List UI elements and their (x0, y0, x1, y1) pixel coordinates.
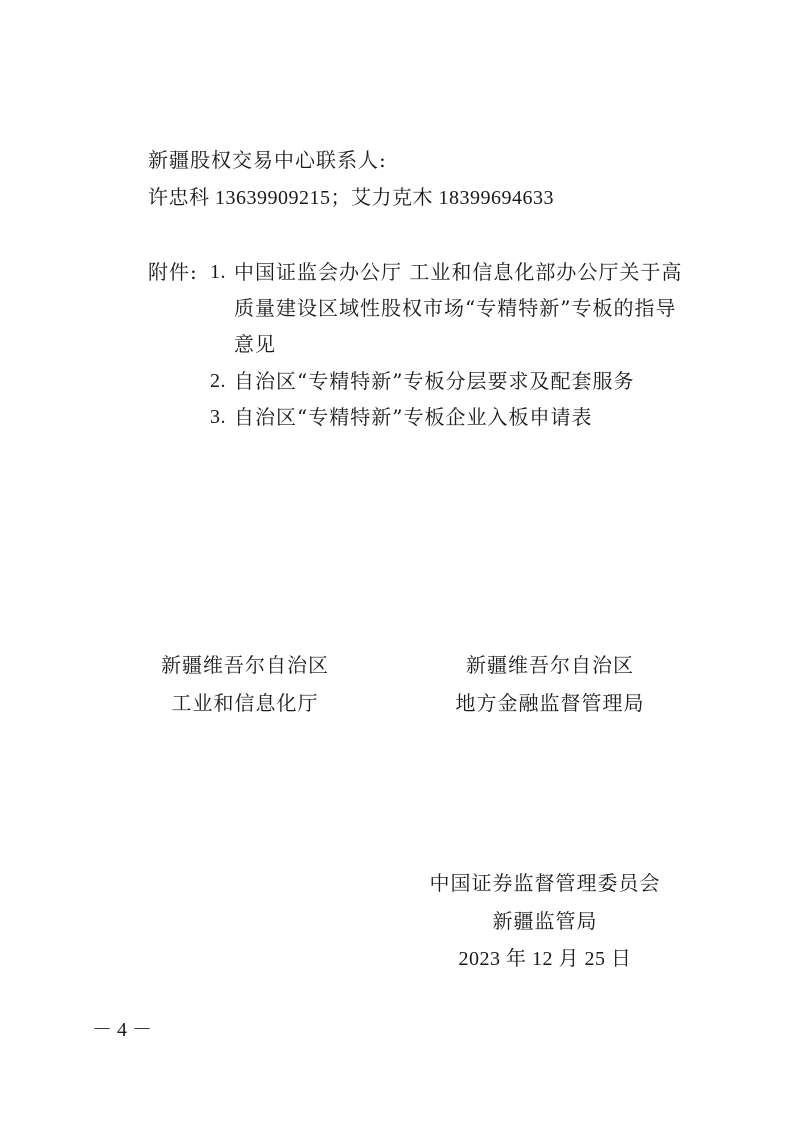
attachments-label: 附件: (148, 260, 198, 284)
attachment-2-number: 2. (210, 370, 226, 392)
attachment-3-line-1: 自治区“专精特新”专板企业入板申请表 (234, 405, 593, 429)
signature-right-line-2: 地方金融监督管理局 (455, 691, 645, 715)
attachment-1-number: 1. (210, 261, 226, 283)
document-date: 2023 年 12 月 25 日 (458, 948, 632, 970)
signature-bottom (415, 864, 675, 978)
attachment-1-line-1: 中国证监会办公厅 工业和信息化部办公厅关于高 (234, 260, 683, 284)
signature-right-line-1: 新疆维吾尔自治区 (466, 653, 634, 677)
attachment-1-line-3: 意见 (234, 332, 276, 356)
attachment-1-line-2: 质量建设区域性股权市场“专精特新”专板的指导 (234, 296, 677, 320)
page-number: － 4 － (92, 1019, 152, 1041)
attachment-3-number: 3. (210, 406, 226, 428)
signature-left (130, 646, 360, 722)
contact-heading: 新疆股权交易中心联系人: (148, 148, 387, 172)
signature-bottom-line-1: 中国证券监督管理委员会 (429, 871, 661, 895)
signature-right (430, 646, 670, 722)
contact-line: 许忠科 13639909215；艾力克木 18399694633 (148, 187, 554, 209)
signature-left-line-2: 工业和信息化厅 (171, 691, 319, 715)
signature-left-line-1: 新疆维吾尔自治区 (161, 653, 329, 677)
signature-bottom-line-2: 新疆监管局 (492, 909, 598, 933)
attachment-2-line-1: 自治区“专精特新”专板分层要求及配套服务 (234, 369, 635, 393)
